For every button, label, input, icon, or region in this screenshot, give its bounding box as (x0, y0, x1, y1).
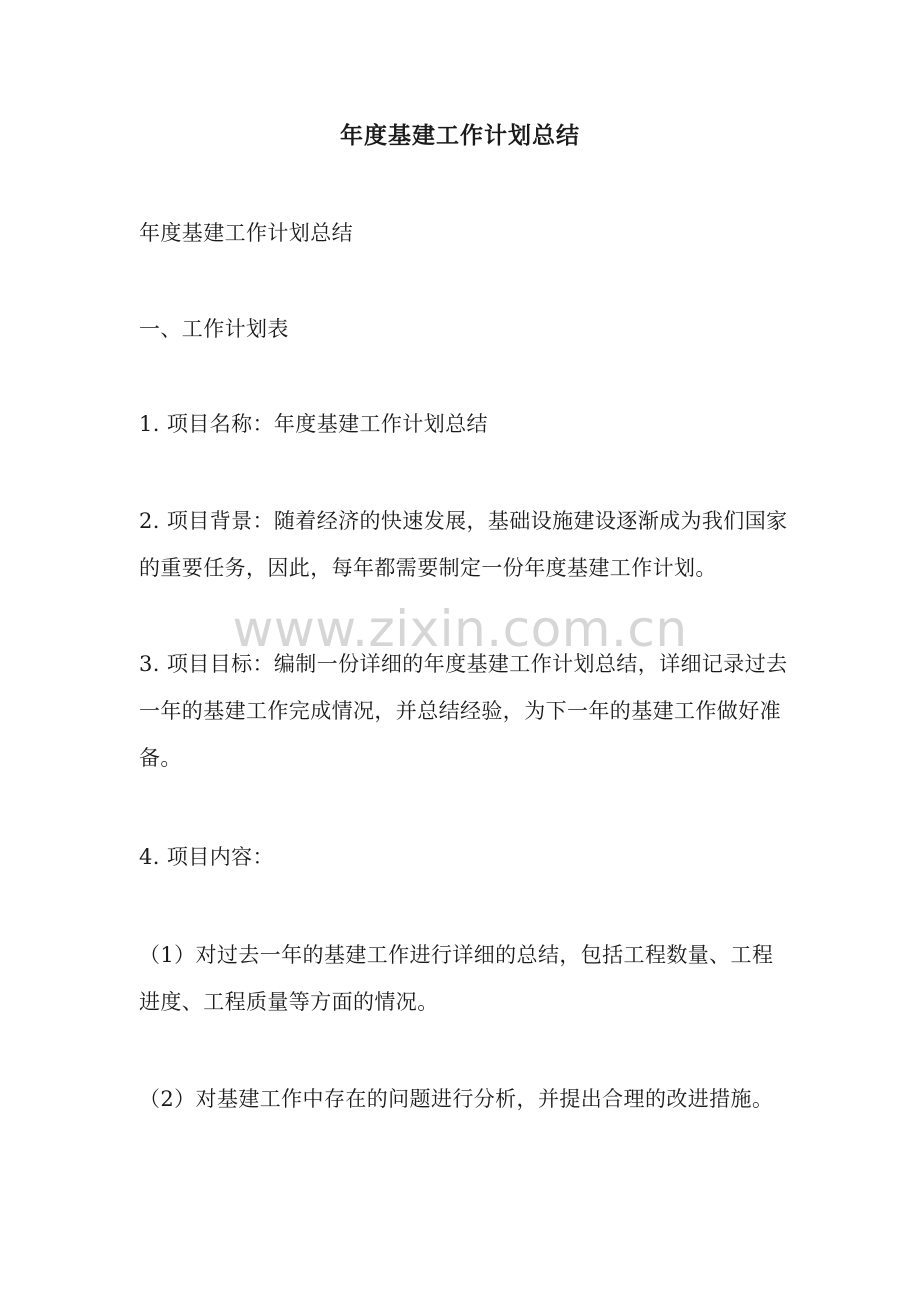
section-heading: 一、工作计划表 (139, 317, 289, 341)
watermark-text: www.zixin.com.cn (232, 600, 688, 658)
content-subitem-2: （2）对基建工作中存在的问题进行分析，并提出合理的改进措施。 (139, 1087, 774, 1111)
content-subitem-1: （1）对过去一年的基建工作进行详细的总结，包括工程数量、工程进度、工程质量等方面的情况。 (139, 943, 774, 1014)
item-project-goal: 3. 项目目标：编制一份详细的年度基建工作计划总结，详细记录过去一年的基建工作完成情况，并总结经验，为下一年的基建工作做好准备。 (139, 652, 788, 770)
document-title: 年度基建工作计划总结 (340, 122, 580, 149)
item-project-name: 1. 项目名称：年度基建工作计划总结 (139, 412, 488, 436)
item-project-background: 2. 项目背景：随着经济的快速发展，基础设施建设逐渐成为我们国家的重要任务，因此，每年都需要制定一份年度基建工作计划。 (139, 509, 788, 580)
subtitle-paragraph: 年度基建工作计划总结 (139, 221, 353, 245)
item-project-content: 4. 项目内容： (139, 845, 274, 869)
